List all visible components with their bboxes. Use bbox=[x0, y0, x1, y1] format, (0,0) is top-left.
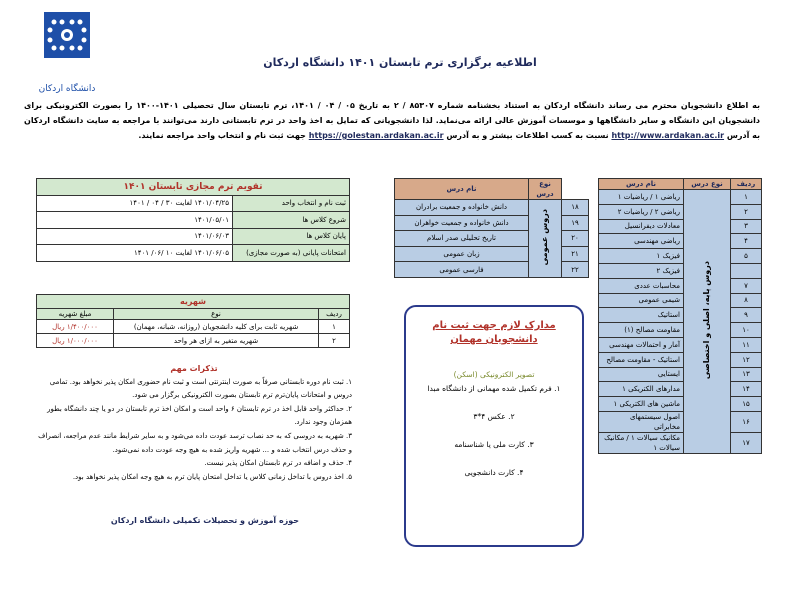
main-site-link[interactable]: http://www.ardakan.ac.ir bbox=[611, 131, 725, 140]
fee-type: شهریه ثابت برای کلیه دانشجویان (روزانه، شبانه، مهمان) bbox=[114, 320, 319, 334]
note-item: ۵. اخذ دروس با تداخل زمانی کلاس یا تداخل امتحان پایان ترم به هیچ وجه امکان پذیر نخواهد بود. bbox=[72, 472, 352, 481]
col-header-type: نوع bbox=[114, 309, 319, 320]
intro-paragraph bbox=[24, 98, 760, 143]
col-header-name: نام درس bbox=[395, 179, 529, 200]
course-name: فیزیک ۱ bbox=[599, 249, 684, 264]
table-row bbox=[599, 382, 762, 397]
table-row bbox=[599, 397, 762, 412]
course-name: ماشین های الکتریکی ۱ bbox=[599, 397, 684, 412]
table-row bbox=[395, 200, 589, 216]
course-name: دانش خانواده و جمعیت خواهران bbox=[395, 215, 529, 231]
document-item: ۳. کارت ملی یا شناسنامه bbox=[454, 440, 534, 449]
table-row bbox=[599, 432, 762, 453]
row-number: ۱۹ bbox=[562, 215, 589, 231]
col-header-name: نام درس bbox=[599, 179, 684, 190]
document-item: تصویر الکترونیکی (اسکن) bbox=[453, 370, 535, 379]
document-item: ۴. کارت دانشجویی bbox=[464, 468, 524, 477]
course-name: ریاضی ۲ / ریاضیات ۲ bbox=[599, 204, 684, 219]
course-name: شیمی عمومی bbox=[599, 293, 684, 308]
fee-type: شهریه متغیر به ازای هر واحد bbox=[114, 334, 319, 348]
document-item: ۱. فرم تکمیل شده مهمانی از دانشگاه مبدا bbox=[427, 384, 561, 393]
row-number: ۱۲ bbox=[731, 352, 762, 367]
row-number: ۸ bbox=[731, 293, 762, 308]
col-header-amount: مبلغ شهریه bbox=[37, 309, 114, 320]
course-name: آمار و احتمالات مهندسی bbox=[599, 337, 684, 352]
table-row bbox=[599, 352, 762, 367]
col-header-type: نوع درس bbox=[529, 179, 562, 200]
intro-text-1: به اطلاع دانشجویان محترم می رساند دانشگاه اردکان به استناد بخشنامه شماره ۸۵۳۰۷ / ۲ به تاریخ ۰۵ / ۰۴ / ۱۴۰۱، ترم تابستان سال تحصیلی ۱۴۰۱-۱۴۰۰ را بصورت الکترونیکی برای دانشجویان این دانشگاه و سایر دانشگاهها و موسسات آموزش عالی ارائه می‌نماید. لذا دانشجویانی که تمایل به اخذ واحد در ترم تابستانی دارند می‌توانند با مراجعه به سایت دانشگاه اردکان به آدرس bbox=[24, 101, 760, 140]
table-row bbox=[599, 367, 762, 382]
calendar-value: ۱۴۰۱/۰۴/۲۵ لغایت ۳۰ / ۰۴ / ۱۴۰۱ bbox=[37, 195, 233, 212]
page-title: اطلاعیه برگزاری ترم تابستان ۱۴۰۱ دانشگاه اردکان bbox=[263, 56, 537, 69]
table-row bbox=[599, 263, 762, 278]
course-name: تاریخ تحلیلی صدر اسلام bbox=[395, 231, 529, 247]
important-notes bbox=[36, 362, 352, 484]
table-row bbox=[37, 228, 350, 245]
row-number: ۲۲ bbox=[562, 262, 589, 278]
table-row bbox=[37, 195, 350, 212]
signature: حوزه آموزش و تحصیلات تکمیلی دانشگاه اردکان bbox=[110, 516, 300, 525]
table-row bbox=[599, 190, 762, 205]
row-number: ۹ bbox=[731, 308, 762, 323]
row-number: ۱ bbox=[731, 190, 762, 205]
course-name: ریاضی مهندسی bbox=[599, 234, 684, 249]
course-name: فیزیک ۲ bbox=[599, 263, 684, 278]
table-row bbox=[37, 212, 350, 229]
fee-amount: ۱/۴۰۰/۰۰۰ ریال bbox=[37, 320, 114, 334]
course-name: مکانیک سیالات ۱ / مکانیک سیالات ۱ bbox=[599, 432, 684, 453]
row-number: ۲۰ bbox=[562, 231, 589, 247]
course-name: زبان عمومی bbox=[395, 246, 529, 262]
university-logo bbox=[36, 8, 98, 98]
document-item: ۲. عکس ۴*۳ bbox=[473, 412, 515, 421]
course-name: استاتیک bbox=[599, 308, 684, 323]
course-group-cell bbox=[529, 200, 562, 278]
table-row bbox=[37, 320, 350, 334]
course-name: ریاضی ۱ / ریاضیات ۱ bbox=[599, 190, 684, 205]
row-number: ۲ bbox=[731, 204, 762, 219]
summer-calendar-table bbox=[36, 178, 350, 262]
col-header-type: نوع درس bbox=[684, 179, 731, 190]
logo-text: دانشگاه اردکان bbox=[38, 84, 96, 94]
row-number: ۱۶ bbox=[731, 411, 762, 432]
course-name: معادلات دیفرانسیل bbox=[599, 219, 684, 234]
table-row bbox=[599, 308, 762, 323]
table-row bbox=[599, 219, 762, 234]
documents-title: مدارک لازم جهت ثبت نام دانشجویان مهمان bbox=[432, 320, 556, 345]
table-row bbox=[599, 249, 762, 264]
course-group-label: دروس پایه، اصلی و اختصاصی bbox=[702, 260, 711, 379]
course-name: دانش خانواده و جمعیت برادران bbox=[395, 200, 529, 216]
course-name: مقاومت مصالح (۱) bbox=[599, 323, 684, 338]
notes-title: تذکرات مهم bbox=[170, 364, 218, 373]
intro-text-3: جهت ثبت نام و انتخاب واحد مراجعه نمایند. bbox=[138, 131, 306, 140]
row-number: ۱۳ bbox=[731, 367, 762, 382]
row-number: ۱۷ bbox=[731, 432, 762, 453]
logo-emblem-icon bbox=[36, 8, 98, 78]
golestan-link[interactable]: https://golestan.ardakan.ac.ir bbox=[308, 131, 444, 140]
course-name: فارسی عمومی bbox=[395, 262, 529, 278]
row-number: ۷ bbox=[731, 278, 762, 293]
tuition-title: شهریه bbox=[37, 295, 350, 309]
table-row bbox=[37, 334, 350, 348]
course-name: اصول سیستمهای مخابراتی bbox=[599, 411, 684, 432]
row-number: ۱۸ bbox=[562, 200, 589, 216]
calendar-value: ۱۴۰۱/۰۶/۰۵ لغایت ۱۰ /۰۶/ ۱۴۰۱ bbox=[37, 245, 233, 262]
calendar-value: ۱۴۰۱/۰۵/۰۱ bbox=[37, 212, 233, 229]
row-number: ۱۱ bbox=[731, 337, 762, 352]
course-name: ایستایی bbox=[599, 367, 684, 382]
calendar-title: تقویم ترم مجازی تابستان ۱۴۰۱ bbox=[37, 179, 350, 196]
note-item: ۴. حذف و اضافه در ترم تابستان امکان پذیر نیست. bbox=[204, 459, 352, 468]
course-group-cell bbox=[684, 190, 731, 454]
col-header-row-number: ردیف bbox=[731, 179, 762, 190]
course-name: محاسبات عددی bbox=[599, 278, 684, 293]
core-courses-table bbox=[598, 178, 762, 454]
table-row bbox=[599, 204, 762, 219]
row-number: ۳ bbox=[731, 219, 762, 234]
table-row bbox=[599, 293, 762, 308]
note-item: ۳. شهریه به دروسی که به حد نصاب ترسد عودت داده می‌شود و به سایر شرایط مانند عدم مراجعه، انصراف و حذف درس انتخاب شده و ... شهریه واریز شده به هیچ وجه عودت داده نمی‌شود. bbox=[38, 431, 352, 454]
general-courses-table bbox=[394, 178, 589, 278]
table-row bbox=[599, 411, 762, 432]
col-header-row-number: ردیف bbox=[319, 309, 350, 320]
row-number: ۲ bbox=[319, 334, 350, 348]
row-number bbox=[731, 263, 762, 278]
course-name: مدارهای الکتریکی ۱ bbox=[599, 382, 684, 397]
note-item: ۲. حداکثر واحد قابل اخذ در ترم تابستان ۶ واحد است و امکان اخذ ترم تابستان در دو یا چند دانشگاه بطور همزمان وجود ندارد. bbox=[47, 404, 352, 427]
note-item: ۱. ثبت نام دوره تابستانی صرفاً به صورت اینترنتی است و ثبت نام حضوری امکان پذیر نخواهد بود. تمامی دروس و امتحانات پایان‌ترم ترم تابستان بصورت الکترونیکی برگزار می شود. bbox=[49, 377, 352, 400]
course-group-label: دروس عمومی bbox=[540, 208, 549, 266]
row-number: ۴ bbox=[731, 234, 762, 249]
table-row bbox=[599, 234, 762, 249]
calendar-label: ثبت نام و انتخاب واحد bbox=[233, 195, 350, 212]
fee-amount: ۱/۰۰۰/۰۰۰ ریال bbox=[37, 334, 114, 348]
table-row bbox=[599, 323, 762, 338]
guest-documents-box bbox=[404, 305, 584, 547]
row-number: ۱ bbox=[319, 320, 350, 334]
row-number: ۱۵ bbox=[731, 397, 762, 412]
table-row bbox=[599, 278, 762, 293]
tuition-table bbox=[36, 294, 350, 348]
calendar-label: شروع کلاس ها bbox=[233, 212, 350, 229]
row-number: ۲۱ bbox=[562, 246, 589, 262]
calendar-label: پایان کلاس ها bbox=[233, 228, 350, 245]
row-number: ۱۴ bbox=[731, 382, 762, 397]
calendar-value: ۱۴۰۱/۰۶/۰۳ bbox=[37, 228, 233, 245]
row-number: ۱۰ bbox=[731, 323, 762, 338]
calendar-label: امتحانات پایانی (به صورت مجازی) bbox=[233, 245, 350, 262]
row-number: ۵ bbox=[731, 249, 762, 264]
blank-header bbox=[562, 179, 589, 200]
intro-text-2: نسبت به کسب اطلاعات بیشتر و به آدرس bbox=[446, 131, 609, 140]
table-row bbox=[599, 337, 762, 352]
course-name: استاتیک - مقاومت مصالح bbox=[599, 352, 684, 367]
table-row bbox=[37, 245, 350, 262]
